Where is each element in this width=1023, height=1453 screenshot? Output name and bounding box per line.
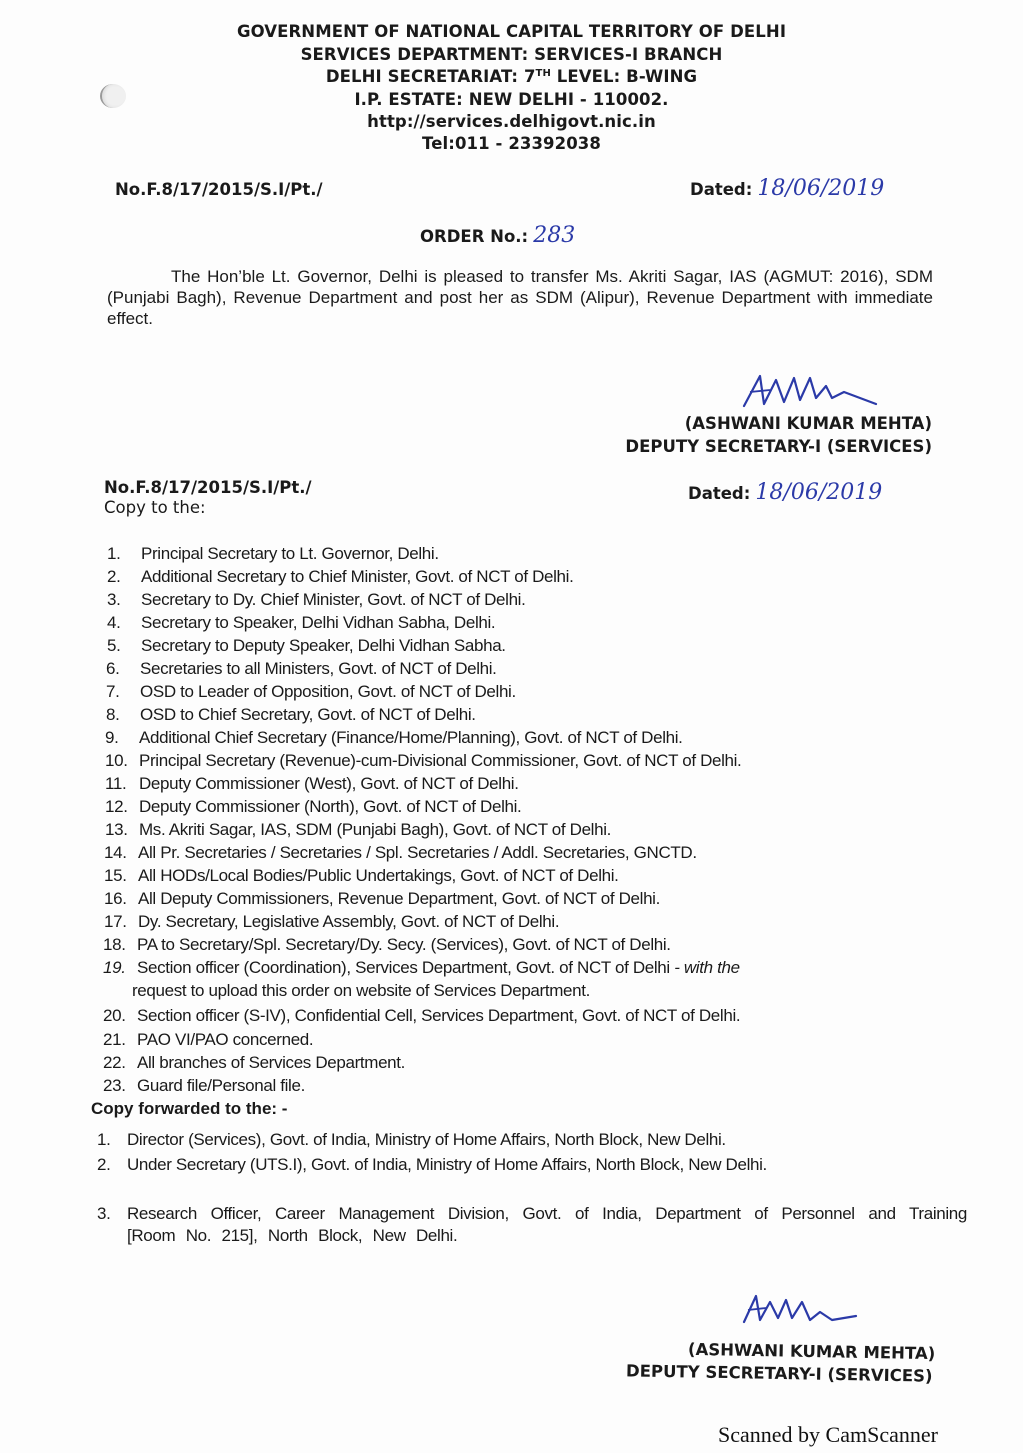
list-item (103, 1076, 305, 1096)
signature-1 (740, 370, 880, 415)
letterhead-government: GOVERNMENT OF NATIONAL CAPITAL TERRITORY OF DELHI (236, 22, 787, 41)
list-item-number: 6. (106, 659, 120, 678)
list-item (107, 544, 439, 564)
copy-to-heading: Copy to the: (104, 498, 206, 517)
list-item (104, 889, 660, 909)
signatory-1-name: (ASHWANI KUMAR MEHTA) (684, 414, 932, 433)
list-item-text: PA to Secretary/Spl. Secretary/Dy. Secy. (Services), Govt. of NCT of Delhi. (137, 935, 671, 954)
list-item (105, 751, 741, 771)
letterhead-superscript: TH (535, 68, 551, 79)
list-item-text: Section officer (S-IV), Confidential Cell, Services Department, Govt. of NCT of Delhi. (137, 1006, 741, 1025)
file-number: No.F.8/17/2015/S.I/Pt./ (115, 180, 323, 199)
list-item-number: 18. (103, 935, 126, 954)
letterhead-website-link[interactable]: http://services.delhigovt.nic.in (367, 112, 656, 131)
list-item-number: 3. (97, 1204, 111, 1223)
letterhead-address: I.P. ESTATE: NEW DELHI - 110002. (354, 90, 669, 109)
list-item-text: All HODs/Local Bodies/Public Undertakings, Govt. of NCT of Delhi. (138, 866, 619, 885)
list-item (104, 912, 559, 932)
list-item-number: 10. (105, 751, 128, 770)
list-item-text: Deputy Commissioner (North), Govt. of NCT of Delhi. (139, 797, 522, 816)
list-item-text: Director (Services), Govt. of India, Ministry of Home Affairs, North Block, New Delhi. (127, 1130, 726, 1149)
list-item-text: Dy. Secretary, Legislative Assembly, Govt. of NCT of Delhi. (138, 912, 560, 931)
list-item (103, 1030, 313, 1050)
list-item-text: All Deputy Commissioners, Revenue Department, Govt. of NCT of Delhi. (138, 889, 660, 908)
signatory-2-name: (ASHWANI KUMAR MEHTA) (687, 1339, 936, 1364)
order-date (690, 176, 884, 201)
copy-date (688, 480, 882, 505)
list-item-number: 16. (104, 889, 127, 908)
list-item (106, 705, 476, 725)
list-item (105, 728, 683, 748)
letterhead-telephone: Tel:011 - 23392038 (422, 134, 601, 153)
dated-label: Dated: (690, 180, 753, 199)
list-item-number: 12. (105, 797, 128, 816)
list-item-number: 1. (107, 544, 121, 563)
list-item-text: PAO VI/PAO concerned. (137, 1030, 314, 1049)
list-item-text: Secretary to Deputy Speaker, Delhi Vidhan Sabha. (141, 636, 506, 655)
list-item-number: 21. (103, 1030, 126, 1049)
order-number-line (420, 223, 575, 248)
list-item (106, 682, 516, 702)
list-item (103, 935, 671, 955)
list-item-text: Section officer (Coordination), Services Department, Govt. of NCT of Delhi (137, 958, 670, 977)
list-item (107, 636, 506, 656)
list-item-continuation: request to upload this order on website of Services Department. (132, 981, 590, 1000)
list-item-text: All branches of Services Department. (137, 1053, 406, 1072)
list-item-text: Additional Secretary to Chief Minister, Govt. of NCT of Delhi. (141, 567, 574, 586)
list-item-number: 13. (105, 820, 128, 839)
list-item-number: 3. (107, 590, 121, 609)
order-number-label: ORDER No.: (420, 227, 529, 246)
list-item-number: 20. (103, 1006, 126, 1025)
list-item (107, 567, 573, 587)
list-item-number: 2. (107, 567, 121, 586)
copy-file-number: No.F.8/17/2015/S.I/Pt./ (104, 478, 312, 497)
list-item-text: Secretary to Dy. Chief Minister, Govt. of NCT of Delhi. (141, 590, 526, 609)
list-item (105, 774, 519, 794)
list-item-number: 22. (103, 1053, 126, 1072)
list-item-text: OSD to Chief Secretary, Govt. of NCT of Delhi. (140, 705, 476, 724)
list-item-text: Guard file/Personal file. (137, 1076, 305, 1095)
list-item-number: 1. (97, 1130, 111, 1149)
list-item (97, 1203, 967, 1247)
list-item (103, 1006, 740, 1026)
letterhead-secretariat (0, 66, 1023, 88)
list-item (97, 1154, 967, 1176)
order-body (107, 266, 933, 329)
list-item (105, 820, 611, 840)
letterhead-level-text: LEVEL: B-WING (550, 67, 698, 86)
list-item-text: Principal Secretary (Revenue)-cum-Divisional Commissioner, Govt. of NCT of Delhi. (139, 751, 742, 770)
copy-dated-value-handwritten: 18/06/2019 (755, 480, 883, 505)
list-item-text: Ms. Akriti Sagar, IAS, SDM (Punjabi Bagh), Govt. of NCT of Delhi. (139, 820, 612, 839)
list-item-number: 14. (104, 843, 127, 862)
list-item (103, 958, 740, 978)
list-item-number: 15. (104, 866, 127, 885)
list-item-number: 5. (107, 636, 121, 655)
list-item (104, 843, 697, 863)
list-item-number: 7. (106, 682, 120, 701)
list-item-number: 23. (103, 1076, 126, 1095)
list-item-text: OSD to Leader of Opposition, Govt. of NCT of Delhi. (140, 682, 516, 701)
list-item-text: Principal Secretary to Lt. Governor, Delhi. (141, 544, 439, 563)
list-item (107, 590, 525, 610)
list-item-number: 8. (106, 705, 120, 724)
list-item (107, 613, 495, 633)
list-item-italic-note: - with the (669, 958, 740, 977)
copy-dated-label: Dated: (688, 484, 751, 503)
list-item-text: Additional Chief Secretary (Finance/Home/Planning), Govt. of NCT of Delhi. (139, 728, 683, 747)
list-item (103, 1053, 405, 1073)
list-item-text: Under Secretary (UTS.I), Govt. of India, Ministry of Home Affairs, North Block, New Delhi. (127, 1155, 767, 1174)
list-item (104, 866, 619, 886)
list-item (105, 797, 521, 817)
list-item-text: Secretary to Speaker, Delhi Vidhan Sabha, Delhi. (141, 613, 496, 632)
signature-2 (740, 1290, 860, 1330)
letterhead-secretariat-text: DELHI SECRETARIAT: 7 (325, 67, 536, 86)
list-item-text: Secretaries to all Ministers, Govt. of NCT of Delhi. (140, 659, 497, 678)
camscanner-watermark: Scanned by CamScanner (718, 1422, 938, 1447)
list-item-text: Deputy Commissioner (West), Govt. of NCT of Delhi. (139, 774, 519, 793)
list-item-number: 11. (105, 774, 127, 793)
list-item-number: 2. (97, 1155, 111, 1174)
dated-value-handwritten: 18/06/2019 (757, 176, 885, 201)
list-item-text: Research Officer, Career Management Division, Govt. of India, Department of Personnel and Training [Room No. 215], North Block, New Delhi. (127, 1204, 967, 1245)
list-item-number: 9. (105, 728, 119, 747)
list-item (97, 1130, 927, 1150)
copy-forwarded-heading: Copy forwarded to the: - (91, 1099, 288, 1118)
list-item-number: 17. (104, 912, 127, 931)
signatory-2-designation: DEPUTY SECRETARY-I (SERVICES) (625, 1361, 933, 1386)
order-number-handwritten: 283 (533, 223, 576, 248)
letterhead-department: SERVICES DEPARTMENT: SERVICES-I BRANCH (300, 45, 723, 64)
list-item-number: 19. (103, 958, 126, 977)
list-item-number: 4. (107, 613, 121, 632)
list-item (106, 659, 497, 679)
signatory-1-designation: DEPUTY SECRETARY-I (SERVICES) (625, 437, 932, 456)
order-body-text: The Hon’ble Lt. Governor, Delhi is pleased to transfer Ms. Akriti Sagar, IAS (AGMUT: 2016), SDM (Punjabi Bagh), Revenue Department and post her as SDM (Alipur), Revenue Department with immediate effect. (107, 267, 933, 328)
list-item-text: All Pr. Secretaries / Secretaries / Spl. Secretaries / Addl. Secretaries, GNCTD. (138, 843, 697, 862)
